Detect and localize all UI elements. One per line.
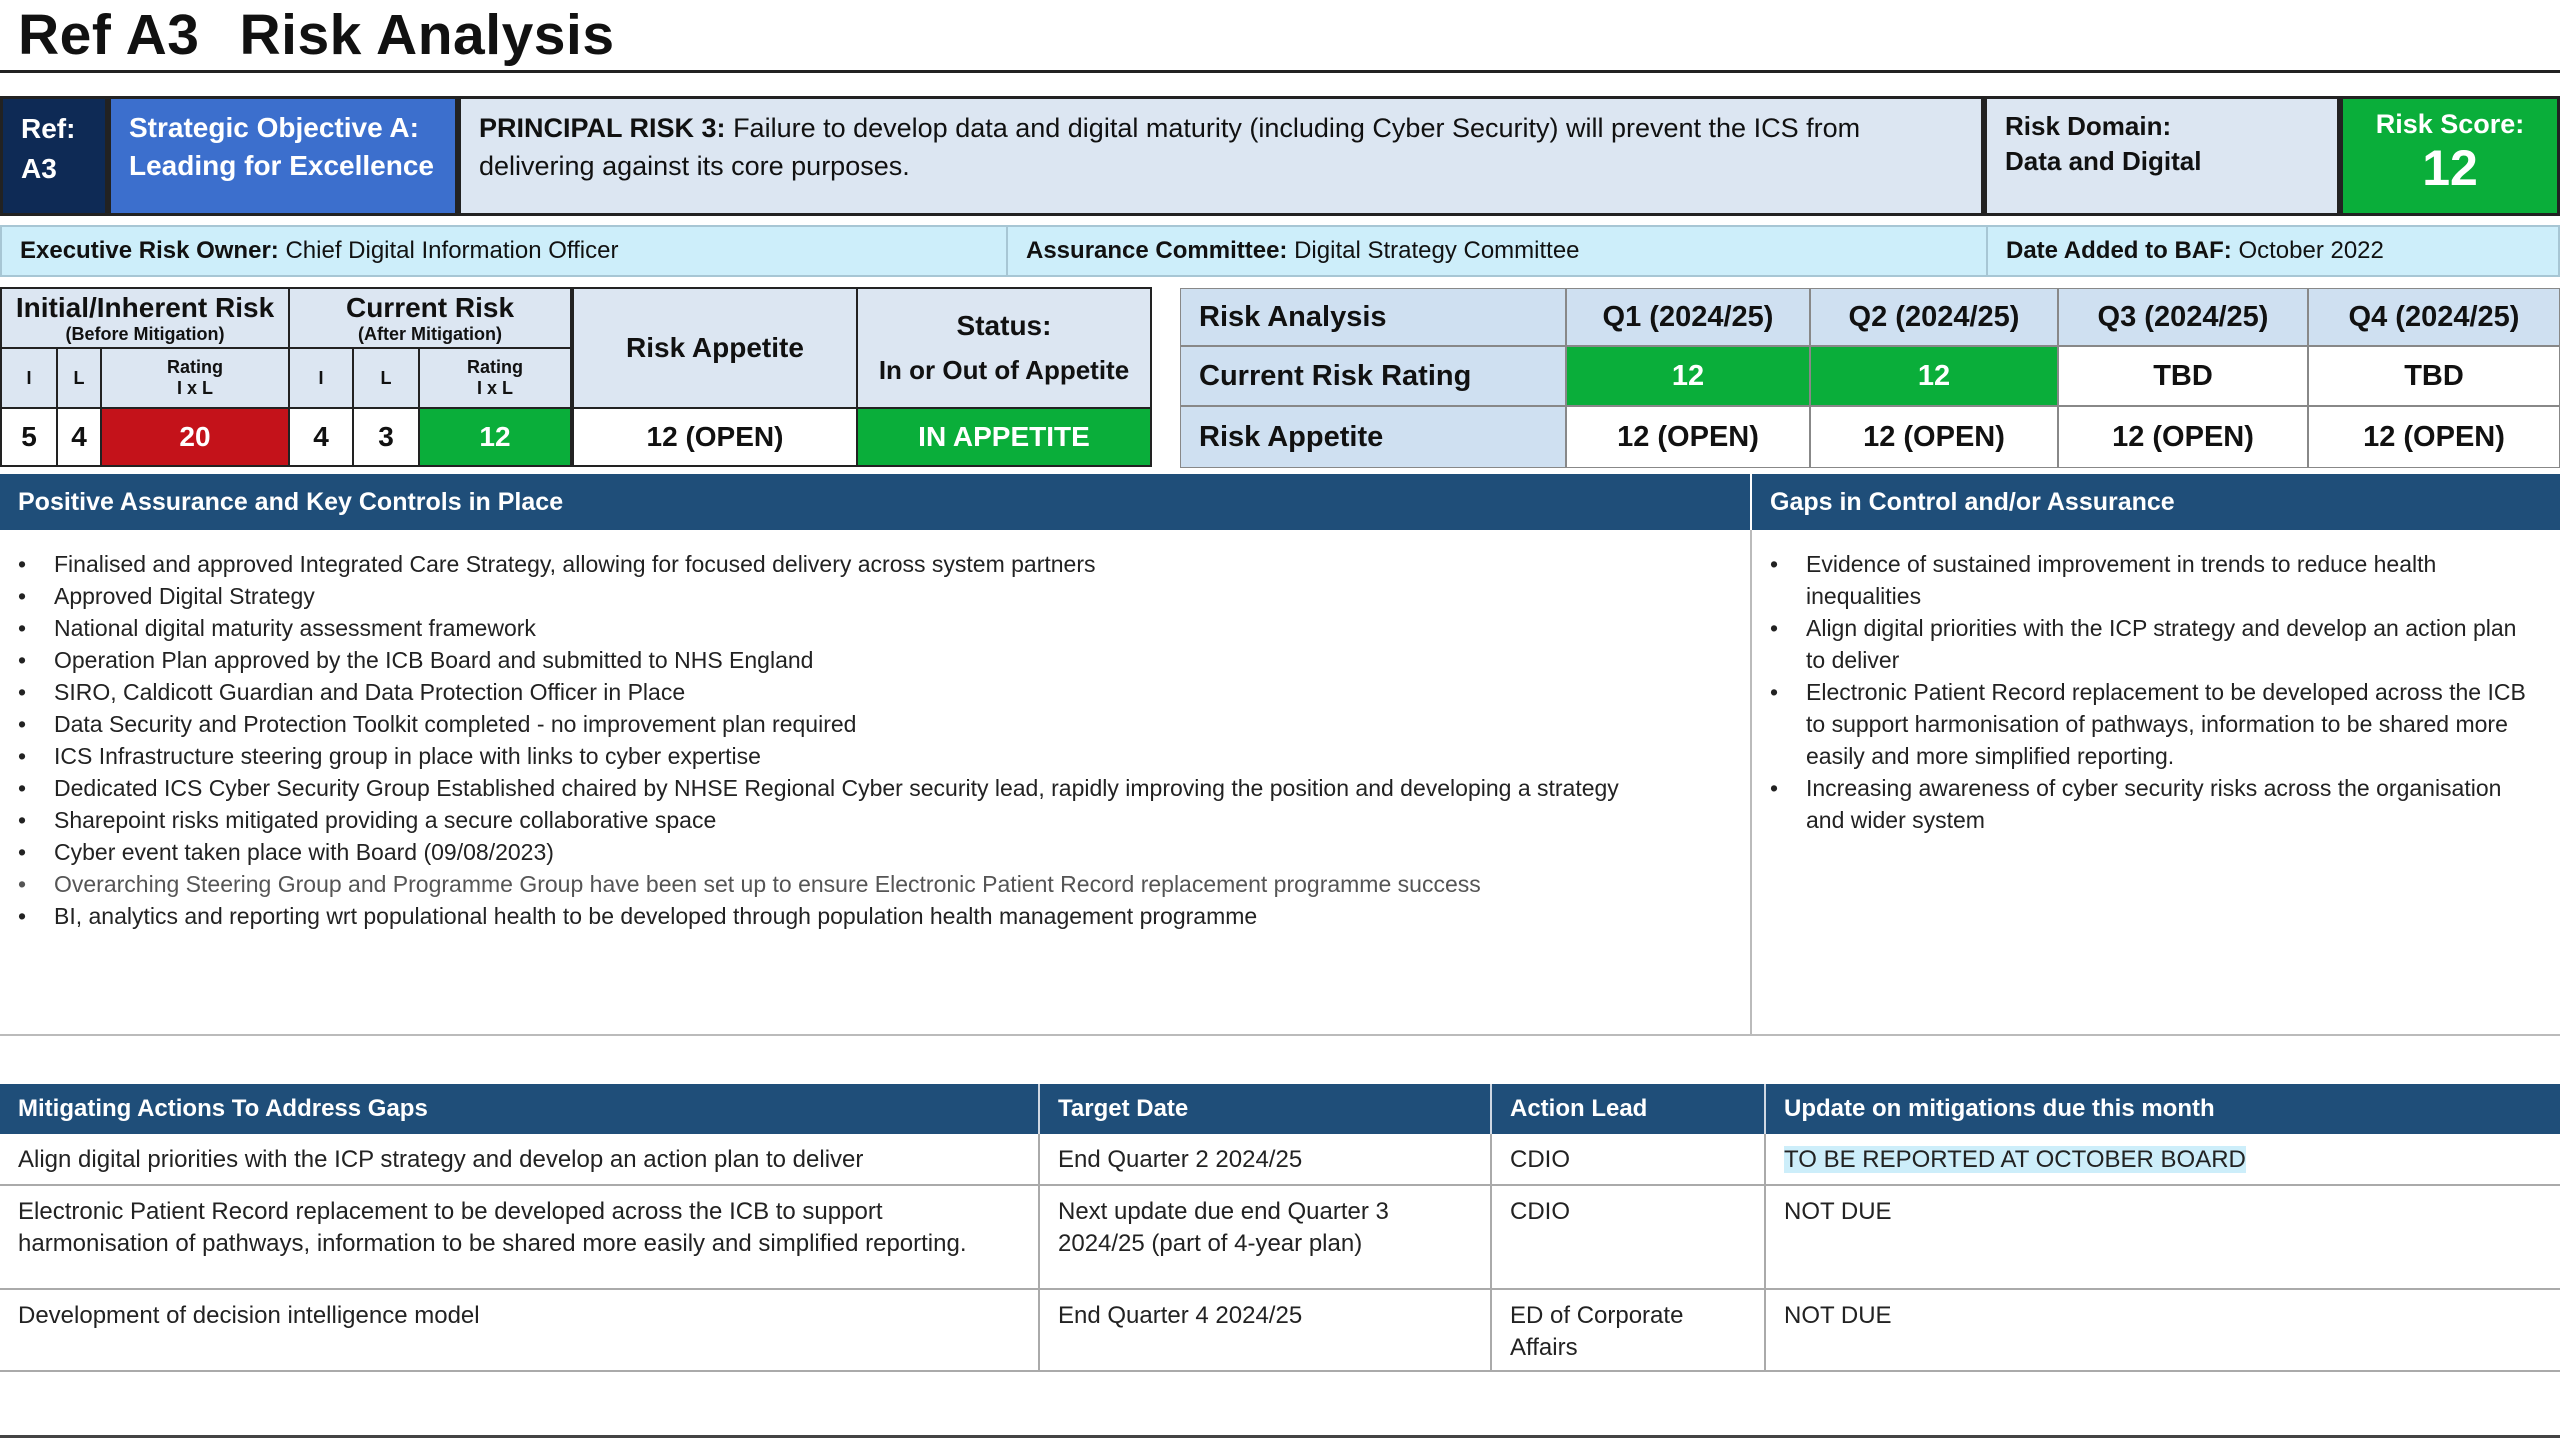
list-item: • Overarching Steering Group and Programme Group have been set up to ensure Electronic Patient Record replacement programme success xyxy=(18,868,1750,900)
current-impact-value xyxy=(288,407,354,467)
date-added-label: Date Added to BAF: xyxy=(2006,237,2232,264)
list-item: • Sharepoint risks mitigated providing a secure collaborative space xyxy=(18,804,1750,836)
current-likelihood-value xyxy=(352,407,420,467)
q1-appetite xyxy=(1566,406,1810,468)
row1-update-text: TO BE REPORTED AT OCTOBER BOARD xyxy=(1784,1146,2246,1173)
risk-domain-cell xyxy=(1984,96,2340,216)
title-divider xyxy=(0,70,2560,73)
current-rating-text: 12 xyxy=(479,421,511,452)
controls-panel xyxy=(0,530,1752,1036)
status-subtitle: In or Out of Appetite xyxy=(878,355,1130,385)
table-row-2-action xyxy=(0,1186,1040,1290)
risk-score-cell xyxy=(2340,96,2560,216)
gaps-heading-text: Gaps in Control and/or Assurance xyxy=(1770,488,2175,516)
current-risk-subtitle: (After Mitigation) xyxy=(358,323,502,344)
list-item: • Electronic Patient Record replacement to be developed across the ICB to support harmonisation of pathways, information to be shared more easily and more simplified reporting. xyxy=(1770,676,2538,772)
list-item: • Data Security and Protection Toolkit completed - no improvement plan required xyxy=(18,708,1750,740)
q4-current-rating-text: TBD xyxy=(2404,359,2464,392)
initial-impact-value xyxy=(0,407,58,467)
page-title xyxy=(18,2,615,68)
initial-risk-subtitle: (Before Mitigation) xyxy=(65,323,225,344)
table-row-2-update xyxy=(1766,1186,2560,1290)
list-item: • Finalised and approved Integrated Care Strategy, allowing for focused delivery across system partners xyxy=(18,548,1750,580)
list-item: • Approved Digital Strategy xyxy=(18,580,1750,612)
table-row-1-update xyxy=(1766,1134,2560,1186)
col-l-label: L xyxy=(73,367,85,388)
initial-likelihood-text: 4 xyxy=(71,421,87,452)
date-added-value: October 2022 xyxy=(2238,237,2384,264)
col-ixl-label: I x L xyxy=(176,378,213,398)
status-title: Status: xyxy=(956,310,1052,341)
actions-header-action xyxy=(0,1084,1040,1134)
row2-lead-text: CDIO xyxy=(1510,1198,1570,1225)
table-row-3-lead xyxy=(1492,1290,1766,1372)
risk-domain-label: Risk Domain: xyxy=(2005,111,2172,141)
current-risk-header xyxy=(288,287,572,349)
list-item: • Increasing awareness of cyber security risks across the organisation and wider system xyxy=(1770,772,2538,836)
principal-risk-label: PRINCIPAL RISK 3: xyxy=(479,113,726,143)
q1-appetite-text: 12 (OPEN) xyxy=(1617,420,1759,453)
status-header xyxy=(856,287,1152,409)
row1-action-text: Align digital priorities with the ICP strategy and develop an action plan to deliver xyxy=(18,1146,864,1173)
risk-appetite-header xyxy=(572,287,858,409)
table-row-1-lead xyxy=(1492,1134,1766,1186)
gaps-panel xyxy=(1752,530,2560,1036)
quarter-corner-label: Risk Analysis xyxy=(1199,300,1387,333)
row2-action-text: Electronic Patient Record replacement to be developed across the ICB to support harmonisation of pathways, information to be shared more easily and simplified reporting. xyxy=(18,1198,967,1257)
q3-current-rating xyxy=(2058,346,2308,406)
assurance-committee-value: Digital Strategy Committee xyxy=(1294,237,1580,264)
assurance-committee-label: Assurance Committee: xyxy=(1026,237,1288,264)
quarter-header-q2 xyxy=(1810,288,2058,346)
risk-appetite-title: Risk Appetite xyxy=(626,332,804,363)
col-i-label: I xyxy=(26,367,32,388)
row3-action-text: Development of decision intelligence model xyxy=(18,1302,480,1329)
quarter-q4-label: Q4 (2024/25) xyxy=(2348,300,2520,333)
controls-heading-text: Positive Assurance and Key Controls in Place xyxy=(18,488,564,516)
controls-list xyxy=(0,530,1750,932)
row1-date-text: End Quarter 2 2024/25 xyxy=(1058,1146,1303,1173)
ref-label: Ref: xyxy=(21,113,76,144)
actions-header-update-text: Update on mitigations due this month xyxy=(1784,1095,2215,1122)
list-item: • ICS Infrastructure steering group in place with links to cyber expertise xyxy=(18,740,1750,772)
table-row-3-update xyxy=(1766,1290,2560,1372)
q4-current-rating xyxy=(2308,346,2560,406)
list-item: • Cyber event taken place with Board (09/08/2023) xyxy=(18,836,1750,868)
current-l-header xyxy=(352,347,420,409)
quarter-header-q4 xyxy=(2308,288,2560,346)
q2-current-rating-text: 12 xyxy=(1917,359,1951,392)
row1-lead-text: CDIO xyxy=(1510,1146,1570,1173)
q2-appetite xyxy=(1810,406,2058,468)
row3-lead-text: ED of Corporate Affairs xyxy=(1510,1302,1684,1361)
initial-rating-value xyxy=(100,407,290,467)
actions-header-target-date xyxy=(1040,1084,1492,1134)
table-row-1-action xyxy=(0,1134,1040,1186)
initial-impact-text: 5 xyxy=(21,421,37,452)
col-ixl-label: I x L xyxy=(476,378,513,398)
principal-risk-text: Failure to develop data and digital maturity (including Cyber Security) will prevent the ICS from delivering against its core purposes. xyxy=(479,113,1861,181)
table-row-2-lead xyxy=(1492,1186,1766,1290)
risk-owner-label: Executive Risk Owner: xyxy=(20,237,279,264)
current-rating-header xyxy=(418,347,572,409)
list-item: • Dedicated ICS Cyber Security Group Established chaired by NHSE Regional Cyber security lead, rapidly improving the position and developing a strategy xyxy=(18,772,1750,804)
list-item: • Align digital priorities with the ICP strategy and develop an action plan to deliver xyxy=(1770,612,2538,676)
initial-risk-header xyxy=(0,287,290,349)
objective-value: Leading for Excellence xyxy=(129,150,434,181)
ref-cell xyxy=(0,96,108,216)
initial-likelihood-value xyxy=(56,407,102,467)
quarter-header-q1 xyxy=(1566,288,1810,346)
current-risk-rating-label: Current Risk Rating xyxy=(1199,359,1472,392)
actions-header-lead-text: Action Lead xyxy=(1510,1095,1648,1122)
strategic-objective-cell xyxy=(108,96,458,216)
gaps-heading xyxy=(1752,474,2560,530)
q1-current-rating xyxy=(1566,346,1810,406)
row3-update-text: NOT DUE xyxy=(1784,1302,1892,1329)
q3-current-rating-text: TBD xyxy=(2153,359,2213,392)
list-item: • SIRO, Caldicott Guardian and Data Protection Officer in Place xyxy=(18,676,1750,708)
actions-header-action-text: Mitigating Actions To Address Gaps xyxy=(18,1095,428,1122)
objective-label: Strategic Objective A: xyxy=(129,112,419,143)
page-bottom-rule xyxy=(0,1435,2560,1438)
current-risk-rating-row-label xyxy=(1180,346,1566,406)
risk-appetite-value xyxy=(572,407,858,467)
status-text: IN APPETITE xyxy=(918,421,1090,452)
list-item: • BI, analytics and reporting wrt populational health to be developed through population health management programme xyxy=(18,900,1750,932)
risk-appetite-text: 12 (OPEN) xyxy=(646,421,784,452)
quarter-table-corner xyxy=(1180,288,1566,346)
table-row-3-target-date xyxy=(1040,1290,1492,1372)
initial-l-header xyxy=(56,347,102,409)
controls-heading xyxy=(0,474,1750,530)
list-item: • National digital maturity assessment framework xyxy=(18,612,1750,644)
initial-rating-text: 20 xyxy=(179,421,211,452)
risk-appetite-row-label xyxy=(1180,406,1566,468)
table-row-3-action xyxy=(0,1290,1040,1372)
page-ref: Ref A3 xyxy=(18,3,200,67)
gaps-list xyxy=(1752,530,2560,836)
q4-appetite-text: 12 (OPEN) xyxy=(2363,420,2505,453)
quarter-header-q3 xyxy=(2058,288,2308,346)
table-row-2-target-date xyxy=(1040,1186,1492,1290)
risk-score-label: Risk Score: xyxy=(2375,109,2525,139)
date-added-cell xyxy=(1986,225,2560,277)
principal-risk-cell xyxy=(458,96,1984,216)
row2-date-text: Next update due end Quarter 3 2024/25 (part of 4-year plan) xyxy=(1058,1198,1389,1257)
initial-i-header xyxy=(0,347,58,409)
risk-owner-value: Chief Digital Information Officer xyxy=(285,237,619,264)
list-item: • Evidence of sustained improvement in trends to reduce health inequalities xyxy=(1770,548,2538,612)
quarter-q2-label: Q2 (2024/25) xyxy=(1848,300,2020,333)
initial-rating-header xyxy=(100,347,290,409)
initial-risk-title: Initial/Inherent Risk xyxy=(15,291,275,323)
risk-score-value: 12 xyxy=(2422,140,2478,196)
table-row-1-target-date xyxy=(1040,1134,1492,1186)
quarter-q3-label: Q3 (2024/25) xyxy=(2097,300,2269,333)
assurance-committee-cell xyxy=(1006,225,1988,277)
status-badge xyxy=(856,407,1152,467)
quarter-q1-label: Q1 (2024/25) xyxy=(1602,300,1774,333)
q2-current-rating xyxy=(1810,346,2058,406)
row3-date-text: End Quarter 4 2024/25 xyxy=(1058,1302,1303,1329)
q3-appetite-text: 12 (OPEN) xyxy=(2112,420,2254,453)
q2-appetite-text: 12 (OPEN) xyxy=(1863,420,2005,453)
actions-header-target-date-text: Target Date xyxy=(1058,1095,1189,1122)
row2-update-text: NOT DUE xyxy=(1784,1198,1892,1225)
q1-current-rating-text: 12 xyxy=(1671,359,1705,392)
page-name: Risk Analysis xyxy=(239,3,615,67)
ref-value: A3 xyxy=(21,153,57,184)
risk-appetite-row-text: Risk Appetite xyxy=(1199,420,1384,453)
list-item: • Operation Plan approved by the ICB Board and submitted to NHS England xyxy=(18,644,1750,676)
col-i-label: I xyxy=(318,367,324,388)
risk-domain-value: Data and Digital xyxy=(2005,146,2202,176)
current-risk-title: Current Risk xyxy=(345,291,515,323)
col-l-label: L xyxy=(380,367,392,388)
col-rating-label: Rating xyxy=(467,357,523,377)
current-rating-value xyxy=(418,407,572,467)
current-impact-text: 4 xyxy=(313,421,329,452)
q3-appetite xyxy=(2058,406,2308,468)
actions-header-lead xyxy=(1492,1084,1766,1134)
col-rating-label: Rating xyxy=(167,357,223,377)
actions-header-update xyxy=(1766,1084,2560,1134)
risk-owner-cell xyxy=(0,225,1008,277)
current-likelihood-text: 3 xyxy=(378,421,394,452)
current-i-header xyxy=(288,347,354,409)
q4-appetite xyxy=(2308,406,2560,468)
